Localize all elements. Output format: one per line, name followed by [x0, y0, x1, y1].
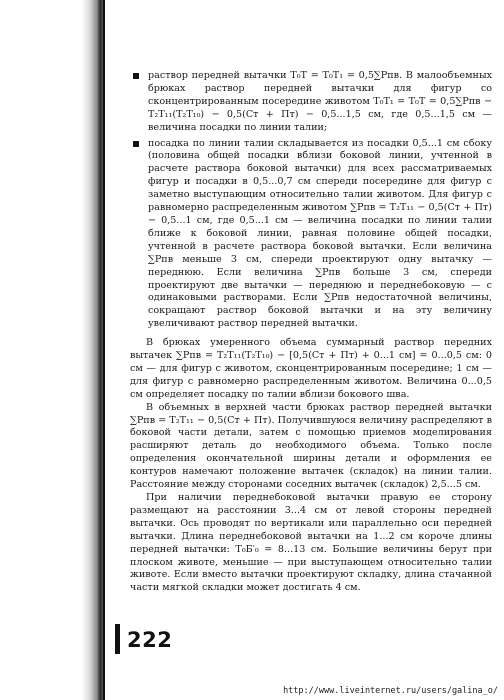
paragraph: В брюках умеренного объема суммарный раствор передних вытачек ∑Pпв = T₂T₁₁(T₂T₁₀) − [0,5(Cт + Пт) + 0...1 см] = 0...0,5 см: 0 см — для фигур с животом, сконцентрированным посередине; 1 см — для фигур с равномерно распределенным животом. Величина 0...0,5 см определяет посадку по талии вблизи бокового шва.: [130, 337, 492, 400]
bullet-item: [130, 138, 492, 332]
page-body: [130, 70, 492, 595]
bullet-icon: [133, 73, 139, 79]
paragraph: В объемных в верхней части брюках раствор передней вытачки ∑Pпв = T₂T₁₁ − 0,5(Cт + Пт). Получившуюся величину распределяют в боковой части детали, затем с помощью приемов моделирования расширяют деталь до необходимого объема. Только после определения окончательной ширины детали и оформления ее контуров намечают положение вытачек (складок) на линии талии. Расстояние между сторонами соседних вытачек (складок) 2,5...5 см.: [130, 401, 492, 491]
page-number: 222: [127, 628, 173, 652]
paragraph: При наличии переднебоковой вытачки правую ее сторону размещают на расстоянии 3...4 см от левой стороны передней вытачки. Ось проводят по вертикали или параллельно оси передней вытачки. Длина переднебоковой вытачки на 1...2 см короче длины передней вытачки: T₀Б′₀ = 8...13 см. Большие величины берут при плоском животе, меньшие — при выступающем относительно талии животе. Если вместо вытачки проектируют складку, длина стачанной части мягкой складки может достигать 4 см.: [130, 492, 492, 594]
page-number-bar: [115, 624, 120, 654]
bullet-item: [130, 70, 492, 135]
bullet-text: посадка по линии талии складывается из посадки 0,5...1 см сбоку (половина общей посадки вблизи боковой линии, учтенной в расчете раствора боковой вытачки) для всех рассматриваемых фигур и посадки в 0,5...0,7 см спереди посередине для фигур с заметно выступающим относительно талии животом. Для фигур с равномерно распределенным животом ∑Pпв = T₂T₁₁ − 0,5(Cт + Пт) − 0,5...1 см, где 0,5...1 см — величина посадки по линии талии ближе к боковой линии, равная половине общей посадки, учтенной в расчете раствора боковой вытачки. Если величина ∑Pпв меньше 3 см, спереди проектируют одну вытачку — переднюю. Если величина ∑Pпв больше 3 см, спереди проектируют две вытачки — переднюю и переднебоковую — с одинаковыми растворами. Если ∑Pпв недостаточной величины, сокращают раствор боковой вытачки и на эту величину увеличивают раствор передней вытачки.: [148, 137, 492, 330]
watermark-url: http://www.liveinternet.ru/users/galina_o/: [283, 686, 498, 696]
gutter-line: [103, 0, 105, 700]
bullet-text: раствор передней вытачки T₀T = T₀T₁ = 0,5∑Pпв. В малообъемных брюках раствор передней вытачки для фигур со сконцентрированным посередине животом T₀T₁ = T₀T = 0,5∑Pпв − T₂T₁₁(T₂T₁₀) − 0,5(Cт + Пт) − 0,5...1,5 см, где 0,5...1,5 см — величина посадки по линии талии;: [148, 70, 492, 133]
bullet-icon: [133, 141, 139, 147]
book-spine-shadow: [0, 0, 104, 700]
